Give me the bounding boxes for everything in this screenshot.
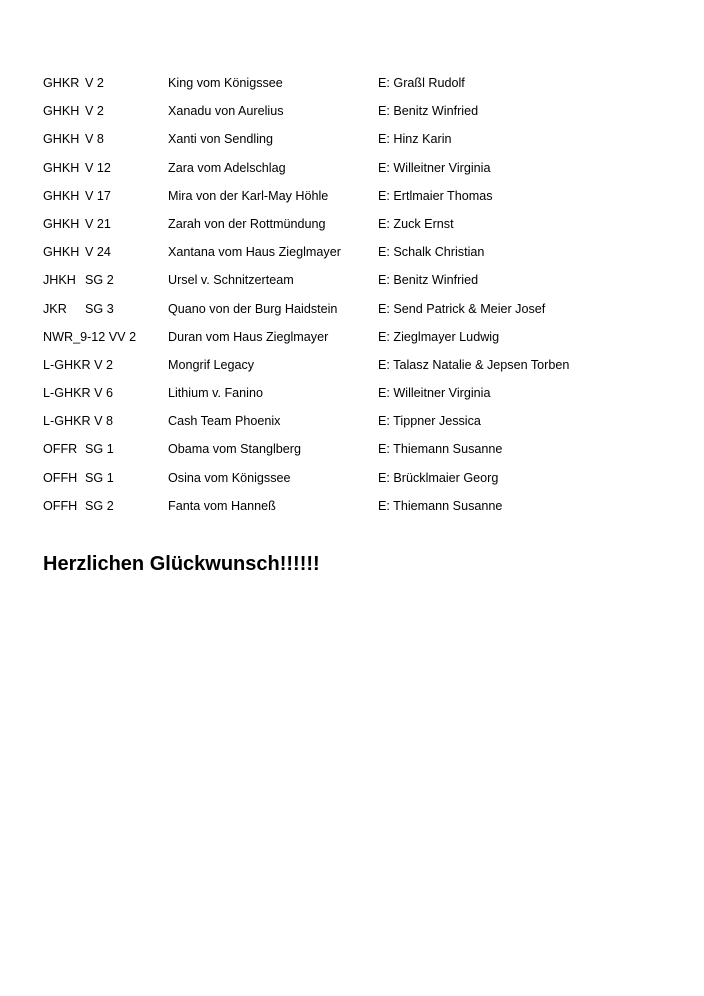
- result-row: [43, 101, 663, 129]
- results-list: [43, 73, 663, 524]
- dog-name: Duran vom Haus Zieglmayer: [168, 329, 329, 344]
- class-code: GHKH: [43, 216, 80, 231]
- result-row: [43, 355, 663, 383]
- owner-name: E: Willeitner Virginia: [378, 386, 491, 401]
- dog-name: Ursel v. Schnitzerteam: [168, 273, 294, 288]
- class-code: L-GHKR V 6: [43, 386, 113, 401]
- dog-name: Cash Team Phoenix: [168, 414, 281, 429]
- owner-name: E: Talasz Natalie & Jepsen Torben: [378, 357, 570, 372]
- class-rating: V 12: [85, 160, 111, 175]
- class-rating: V 24: [85, 245, 111, 260]
- dog-name: Lithium v. Fanino: [168, 386, 263, 401]
- dog-name: Xanti von Sendling: [168, 132, 274, 147]
- result-row: [43, 299, 663, 327]
- result-row: [43, 186, 663, 214]
- class-rating: SG 1: [85, 442, 114, 457]
- dog-name: King vom Königssee: [168, 76, 283, 90]
- class-rating: V 2: [85, 76, 104, 90]
- owner-name: E: Ertlmaier Thomas: [378, 188, 493, 203]
- dog-name: Osina vom Königssee: [168, 470, 291, 485]
- dog-name: Fanta vom Hanneß: [168, 498, 276, 513]
- class-code: NWR_9-12 VV 2: [43, 329, 137, 344]
- result-row: [43, 411, 663, 439]
- class-code: GHKH: [43, 188, 80, 203]
- owner-name: E: Schalk Christian: [378, 245, 485, 260]
- class-code: OFFH: [43, 498, 78, 513]
- result-row: [43, 496, 663, 524]
- result-row: [43, 242, 663, 270]
- class-rating: V 21: [85, 216, 111, 231]
- class-code: OFFR: [43, 442, 78, 457]
- class-rating: V 2: [85, 104, 104, 119]
- class-code: GHKH: [43, 160, 80, 175]
- owner-name: E: Zieglmayer Ludwig: [378, 329, 500, 344]
- dog-name: Zarah von der Rottmündung: [168, 216, 326, 231]
- owner-name: E: Hinz Karin: [378, 132, 452, 147]
- result-row: [43, 327, 663, 355]
- class-code: GHKH: [43, 245, 80, 260]
- owner-name: E: Benitz Winfried: [378, 104, 479, 119]
- owner-name: E: Zuck Ernst: [378, 216, 454, 231]
- class-code: OFFH: [43, 470, 78, 485]
- class-code: GHKR: [43, 76, 80, 90]
- dog-name: Xanadu von Aurelius: [168, 104, 284, 119]
- dog-name: Mira von der Karl-May Höhle: [168, 188, 329, 203]
- result-row: [43, 158, 663, 186]
- dog-name: Mongrif Legacy: [168, 357, 255, 372]
- result-row: [43, 439, 663, 467]
- dog-name: Zara vom Adelschlag: [168, 160, 286, 175]
- result-row: [43, 468, 663, 496]
- class-rating: SG 2: [85, 273, 114, 288]
- class-code: L-GHKR V 2: [43, 357, 113, 372]
- class-rating: V 17: [85, 188, 111, 203]
- owner-name: E: Thiemann Susanne: [378, 442, 503, 457]
- class-code: JHKH: [43, 273, 76, 288]
- dog-name: Xantana vom Haus Zieglmayer: [168, 245, 341, 260]
- class-code: GHKH: [43, 104, 80, 119]
- class-rating: SG 1: [85, 470, 114, 485]
- owner-name: E: Brücklmaier Georg: [378, 470, 499, 485]
- result-row: [43, 383, 663, 411]
- result-row: [43, 129, 663, 157]
- congratulations-heading: Herzlichen Glückwunsch!!!!!!: [43, 553, 320, 575]
- class-rating: SG 2: [85, 498, 114, 513]
- class-code: JKR: [43, 301, 67, 316]
- owner-name: E: Graßl Rudolf: [378, 76, 465, 90]
- dog-name: Quano von der Burg Haidstein: [168, 301, 338, 316]
- class-rating: V 8: [85, 132, 104, 147]
- result-row: [43, 270, 663, 298]
- owner-name: E: Tippner Jessica: [378, 414, 481, 429]
- result-row: [43, 214, 663, 242]
- owner-name: E: Send Patrick & Meier Josef: [378, 301, 546, 316]
- owner-name: E: Benitz Winfried: [378, 273, 479, 288]
- class-code: GHKH: [43, 132, 80, 147]
- class-rating: SG 3: [85, 301, 114, 316]
- dog-name: Obama vom Stanglberg: [168, 442, 302, 457]
- result-row: [43, 73, 663, 101]
- owner-name: E: Willeitner Virginia: [378, 160, 491, 175]
- owner-name: E: Thiemann Susanne: [378, 498, 503, 513]
- class-code: L-GHKR V 8: [43, 414, 113, 429]
